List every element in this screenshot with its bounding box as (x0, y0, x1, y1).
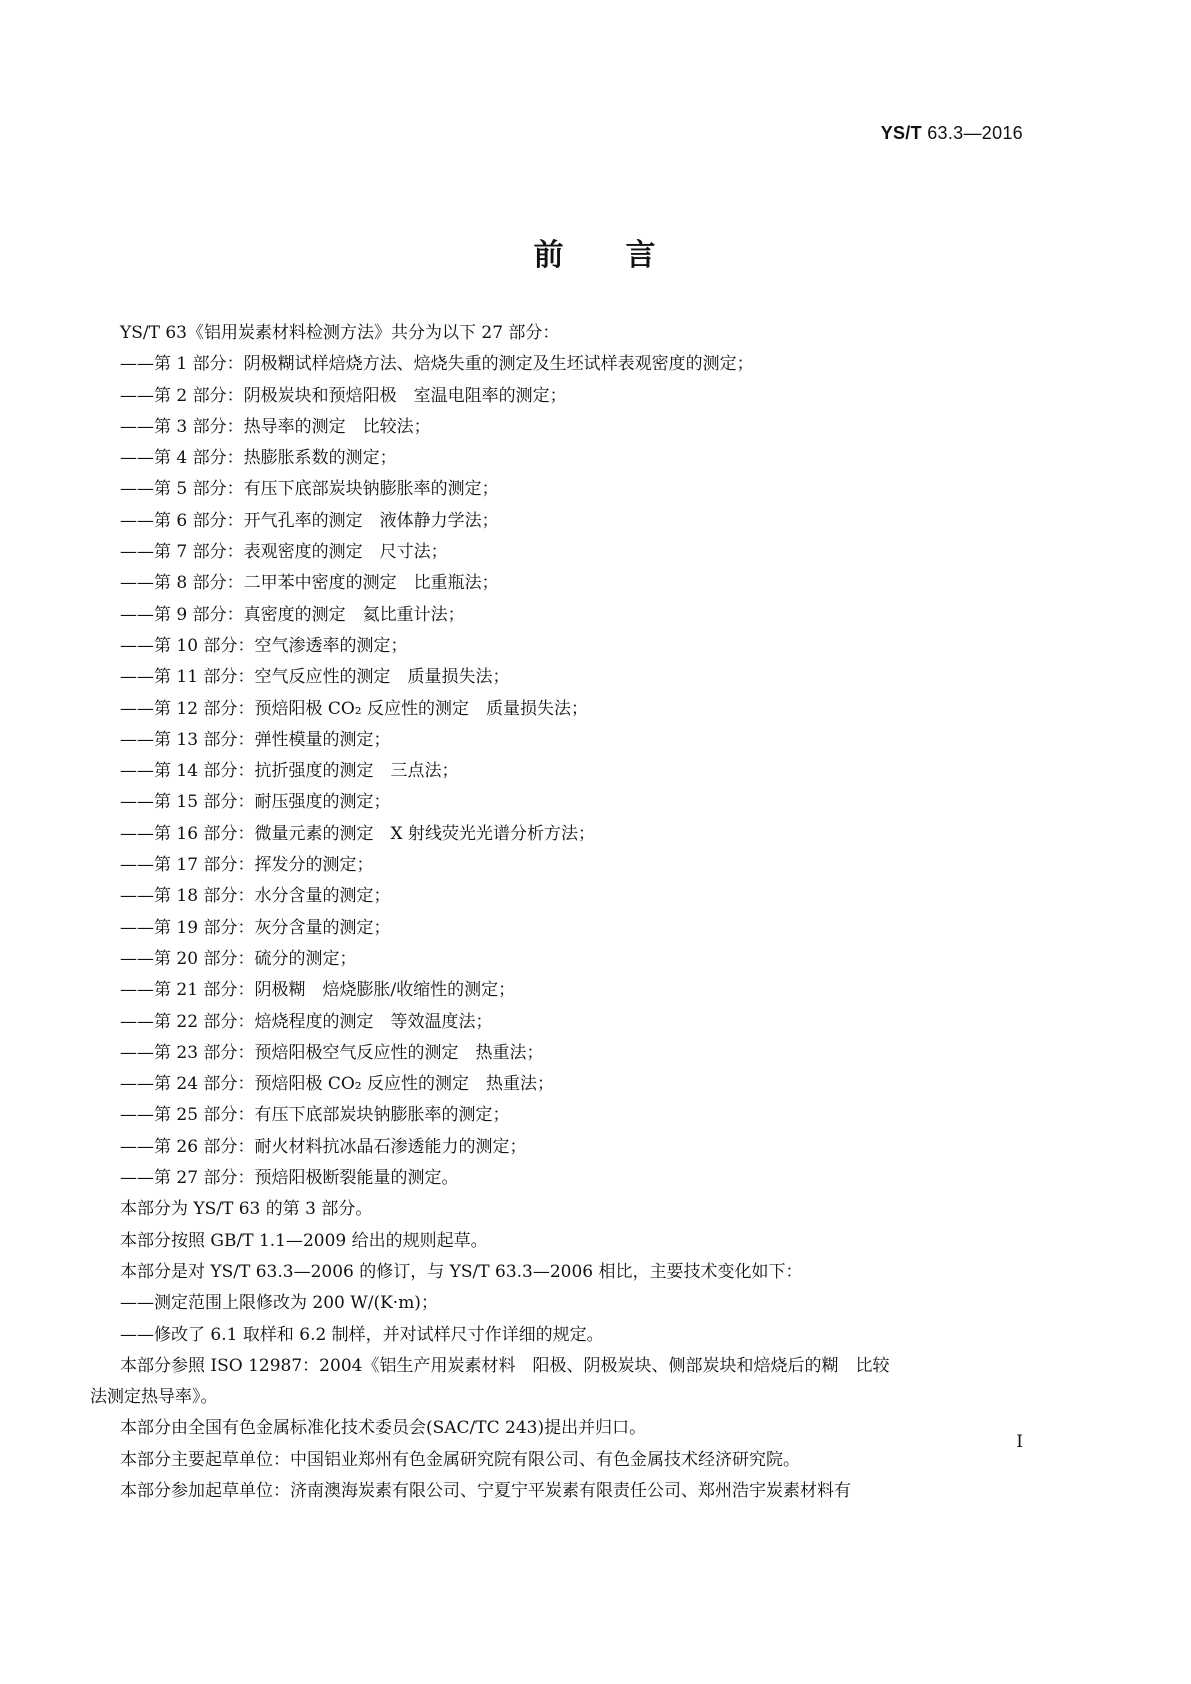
page-title (0, 230, 1191, 274)
paragraph-participating-drafters: 本部分参加起草单位：济南澳海炭素有限公司、宁夏宁平炭素有限责任公司、郑州浩宇炭素材料有 (120, 1480, 851, 1501)
list-item: ——第 1 部分：阴极糊试样焙烧方法、焙烧失重的测定及生坯试样表观密度的测定； (120, 354, 754, 375)
parts-list (120, 349, 1020, 1194)
list-item: ——第 24 部分：预焙阳极 CO₂ 反应性的测定 热重法； (120, 1074, 555, 1095)
list-item: ——第 4 部分：热膨胀系数的测定； (120, 448, 397, 469)
paragraph-revision: 本部分是对 YS/T 63.3—2006 的修订，与 YS/T 63.3—2006 相比，主要技术变化如下： (120, 1261, 803, 1282)
list-item: ——第 7 部分：表观密度的测定 尺寸法； (120, 542, 448, 563)
paragraph-part-number: 本部分为 YS/T 63 的第 3 部分。 (120, 1199, 373, 1220)
list-item: ——第 2 部分：阴极炭块和预焙阳极 室温电阻率的测定； (120, 385, 567, 406)
list-item: ——第 26 部分：耐火材料抗冰晶石渗透能力的测定； (120, 1136, 527, 1157)
paragraph-reference-line-2: 法测定热导率》。 (90, 1387, 218, 1408)
paragraph-proposer: 本部分由全国有色金属标准化技术委员会(SAC/TC 243)提出并归口。 (120, 1418, 647, 1439)
list-item: ——第 18 部分：水分含量的测定； (120, 886, 391, 907)
list-item: ——第 6 部分：开气孔率的测定 液体静力学法； (120, 510, 499, 531)
list-item: ——第 13 部分：弹性模量的测定； (120, 729, 391, 750)
list-item: ——第 8 部分：二甲苯中密度的测定 比重瓶法； (120, 573, 499, 594)
title-char-1: 前 (533, 238, 566, 273)
standard-code (881, 123, 1023, 144)
list-item: ——第 23 部分：预焙阳极空气反应性的测定 热重法； (120, 1042, 544, 1063)
title-char-2: 言 (625, 238, 658, 273)
list-item: ——第 27 部分：预焙阳极断裂能量的测定。 (120, 1168, 459, 1189)
paragraph-drafting-rules: 本部分按照 GB/T 1.1—2009 给出的规则起草。 (120, 1230, 488, 1251)
list-item: ——第 21 部分：阴极糊 焙烧膨胀/收缩性的测定； (120, 980, 516, 1001)
list-item: ——第 11 部分：空气反应性的测定 质量损失法； (120, 667, 510, 688)
list-item: ——第 12 部分：预焙阳极 CO₂ 反应性的测定 质量损失法； (120, 698, 589, 719)
list-item: ——第 3 部分：热导率的测定 比较法； (120, 416, 431, 437)
intro-line: YS/T 63《铝用炭素材料检测方法》共分为以下 27 部分： (120, 323, 560, 343)
list-item: ——第 25 部分：有压下底部炭块钠膨胀率的测定； (120, 1105, 510, 1126)
list-item: ——第 9 部分：真密度的测定 氦比重计法； (120, 604, 465, 625)
list-item: ——第 19 部分：灰分含量的测定； (120, 917, 391, 938)
standard-code-prefix: YS/T (880, 123, 922, 143)
revision-item: ——测定范围上限修改为 200 W/(K·m)； (120, 1293, 438, 1314)
list-item: ——第 15 部分：耐压强度的测定； (120, 792, 391, 813)
list-item: ——第 17 部分：挥发分的测定； (120, 855, 374, 876)
paragraph-main-drafters: 本部分主要起草单位：中国铝业郑州有色金属研究院有限公司、有色金属技术经济研究院。 (120, 1449, 800, 1470)
list-item: ——第 22 部分：焙烧程度的测定 等效温度法； (120, 1011, 493, 1032)
standard-code-number: 63.3—2016 (927, 123, 1023, 143)
page-number: I (1016, 1432, 1023, 1452)
list-item: ——第 5 部分：有压下底部炭块钠膨胀率的测定； (120, 479, 499, 500)
document-body (90, 318, 1020, 1507)
paragraph-reference-line-1: 本部分参照 ISO 12987：2004《铝生产用炭素材料 阳极、阴极炭块、侧部炭块和焙烧后的糊 比较 (120, 1355, 890, 1376)
list-item: ——第 16 部分：微量元素的测定 X 射线荧光光谱分析方法； (120, 823, 595, 844)
list-item: ——第 10 部分：空气渗透率的测定； (120, 635, 408, 656)
revision-item: ——修改了 6.1 取样和 6.2 制样，并对试样尺寸作详细的规定。 (120, 1324, 604, 1345)
list-item: ——第 14 部分：抗折强度的测定 三点法； (120, 761, 459, 782)
list-item: ——第 20 部分：硫分的测定； (120, 948, 357, 969)
